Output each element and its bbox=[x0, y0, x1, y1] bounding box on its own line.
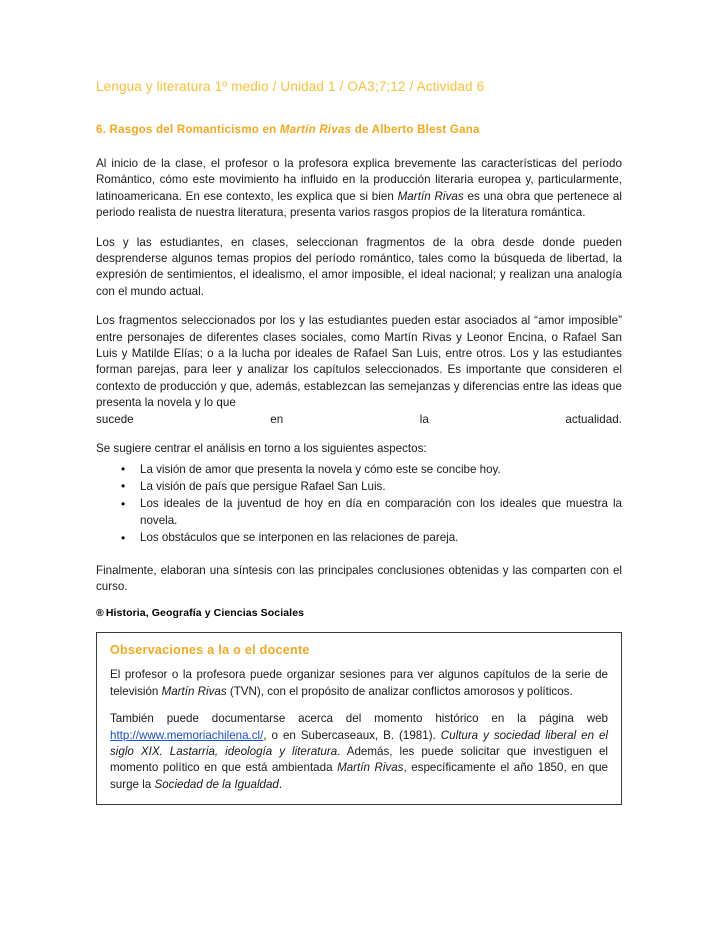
activity-title-prefix: 6. Rasgos del Romanticismo en bbox=[96, 124, 280, 136]
observations-p1-series-name: Martín Rivas bbox=[161, 684, 227, 698]
observations-p1-part1: El profesor o la profesora puede organizar sesiones para ver algunos capítulos de la serie de televisión bbox=[110, 668, 608, 698]
observations-p2-part4: , específicamente el año 1850, en que surge la bbox=[110, 761, 608, 791]
list-item: • Los obstáculos que se interponen en las relaciones de pareja. bbox=[96, 530, 622, 546]
observations-p2-part3: . Además, les puede solicitar que investiguen el momento político en que está ambientada bbox=[110, 744, 608, 775]
observations-p2-part1: También puede documentarse acerca del momento histórico en la página web bbox=[110, 712, 608, 726]
aspects-list bbox=[96, 462, 622, 547]
paragraph-student-selection: Los y las estudiantes, en clases, seleccionan fragmentos de la obra desde donde pueden desprenderse algunos temas propios del período romántico, tales como la búsqueda de libertad, la expresión de sentimientos, el idealismo, el amor imposible, el ideal nacional; y realizan una analogía con el mundo actual. bbox=[96, 235, 622, 298]
observations-box bbox=[96, 632, 622, 805]
paragraph-fragments bbox=[96, 313, 622, 428]
paragraph-fragments-main: Los fragmentos seleccionados por los y las estudiantes pueden estar asociados al “amor imposible” entre personajes de diferentes clases sociales, como Martín Rivas y Leonor Encina, o Rafael San Luis y Matilde Elías; o a la lucha por ideales de Rafael San Luis, entre otros. Los y las estudiantes forman parejas, para leer y analizar los capítulos seleccionados. Es importante que consideren el contexto de producción y que, además, establezcan las semejanzas y diferencias entre las ideas que presenta la novela y lo que bbox=[96, 314, 622, 410]
paragraph-lead-in: Se sugiere centrar el análisis en torno a los siguientes aspectos: bbox=[96, 442, 427, 456]
paragraph-intro-work-name: Martín Rivas bbox=[397, 189, 464, 203]
paragraph-closing: Finalmente, elaboran una síntesis con las principales conclusiones obtenidas y las comparten con el curso. bbox=[96, 563, 622, 593]
activity-title-suffix: de Alberto Blest Gana bbox=[351, 124, 480, 136]
document-content bbox=[96, 78, 622, 805]
observations-p2-part2: , o en Subercaseaux, B. (1981). bbox=[263, 728, 441, 742]
list-item: • Los ideales de la juventud de hoy en día en comparación con los ideales que muestra la novela. bbox=[96, 496, 622, 529]
paragraph-intro-part2: es una obra que pertenece al periodo realista de nuestra literatura, presenta varios rasgos propios de la literatura romántica. bbox=[96, 189, 622, 220]
list-item: • La visión de amor que presenta la novela y cómo este se concibe hoy. bbox=[96, 462, 622, 478]
observations-p2-society-name: Sociedad de la Igualdad bbox=[154, 777, 279, 791]
registered-mark-icon: ® bbox=[96, 607, 104, 620]
paragraph-intro-part1: Al inicio de la clase, el profesor o la profesora explica brevemente las características del período Romántico, cómo este movimiento ha influido en la producción literaria europea y, particularmente, latinoamericana. En ese contexto, les explica que si bien bbox=[96, 157, 622, 203]
activity-title bbox=[96, 123, 622, 138]
breadcrumb: Lengua y literatura 1º medio / Unidad 1 / OA3;7;12 / Actividad 6 bbox=[96, 79, 485, 94]
observations-p1-part2: (TVN), con el propósito de analizar conflictos amorosos y políticos. bbox=[226, 684, 573, 698]
subject-tag-label: Historia, Geografía y Ciencias Sociales bbox=[105, 607, 305, 620]
list-item: • La visión de país que persigue Rafael San Luis. bbox=[96, 479, 622, 495]
subject-tag-line bbox=[96, 606, 622, 620]
observations-p2-part5: . bbox=[278, 777, 283, 791]
observations-p2-book-title: Cultura y sociedad liberal en el siglo XIX. Lastarria, ideología y literatura bbox=[110, 728, 609, 758]
paragraph-intro bbox=[96, 156, 622, 222]
observations-box-title: Observaciones a la o el docente bbox=[110, 643, 310, 658]
memoriachilena-link[interactable]: http://www.memoriachilena.cl/ bbox=[110, 728, 264, 742]
activity-title-work-name: Martín Rivas bbox=[279, 124, 352, 136]
paragraph-fragments-tail: sucede en la actualidad. bbox=[96, 412, 622, 426]
observations-paragraph-2 bbox=[110, 711, 608, 793]
observations-p2-work-name: Martín Rivas bbox=[337, 761, 404, 775]
observations-paragraph-1 bbox=[110, 667, 608, 700]
